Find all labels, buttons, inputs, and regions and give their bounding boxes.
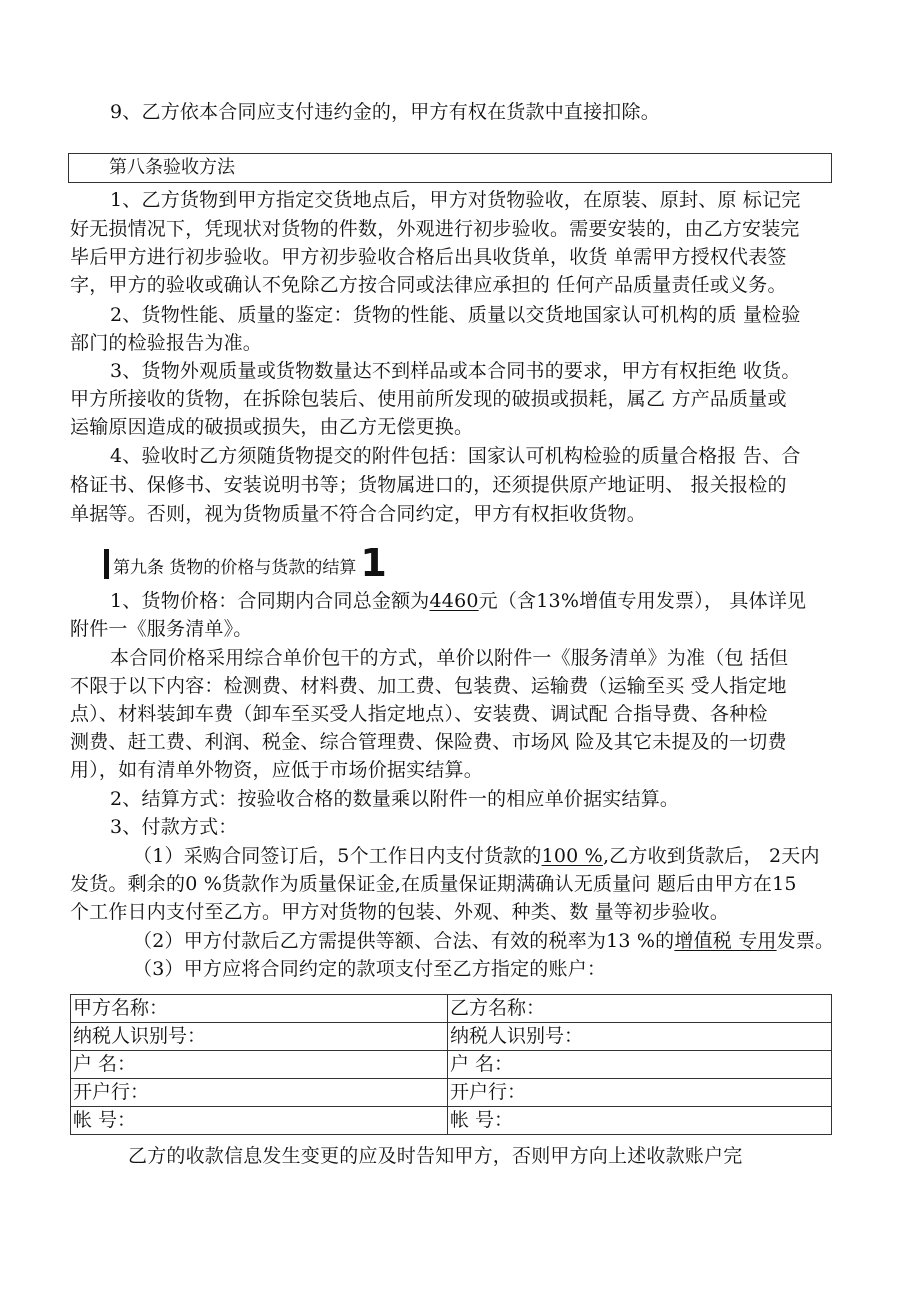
section-9-heading-text: 第九条 货物的价格与货款的结算 <box>113 558 357 578</box>
section-9-heading-suffix: 1 <box>360 541 387 585</box>
s8-line-12: 单据等。否则，视为货物质量不符合合同约定，甲方有权拒收货物。 <box>70 503 647 525</box>
party-a-name-cell: 甲方名称： <box>71 995 448 1023</box>
s8-line-4: 字，甲方的验收或确认不免除乙方按合同或法律应承担的 任何产品质量责任或义务。 <box>70 274 787 296</box>
clause-9-penalty: 9、乙方依本合同应支付违约金的，甲方有权在货款中直接扣除。 <box>110 101 660 123</box>
party-a-taxid-cell: 纳税人识别号： <box>71 1023 448 1051</box>
party-b-account-name-cell: 户 名： <box>448 1051 832 1079</box>
party-a-bank-cell: 开户行： <box>71 1079 448 1107</box>
table-row <box>71 995 832 1023</box>
s9-line-a6: 2、结算方式：按验收合格的数量乘以附件一的相应单价据实结算。 <box>110 788 680 810</box>
s8-line-2: 好无损情况下，凭现状对货物的件数，外观进行初步验收。需要安装的，由乙方安装完 <box>70 218 800 240</box>
s8-line-7: 3、货物外观质量或货物数量达不到样品或本合同书的要求，甲方有权拒绝 收货。 <box>110 360 801 382</box>
pay-1-line-1 <box>133 842 913 871</box>
pay-1-line-2: 发货。剩余的0 %货款作为质量保证金,在质量保证期满确认无质量问 题后由甲方在15 <box>70 873 797 895</box>
table-row <box>71 1079 832 1107</box>
pay-2-tail: 发票。 <box>776 930 835 952</box>
pay-2-text: （2）甲方付款后乙方需提供等额、合法、有效的税率为13 %的 <box>133 930 675 952</box>
heading-bar-mark <box>104 549 109 579</box>
pay-1-tail: ,乙方收到货款后， 2天内 <box>602 845 820 867</box>
price-label: 1、货物价格：合同期内合同总金额为 <box>110 590 430 612</box>
pay-1-percentage: 100 % <box>541 845 603 867</box>
party-b-account-no-cell: 帐 号： <box>448 1107 832 1135</box>
s9-line-a4: 测费、赶工费、利润、税金、综合管理费、保险费、市场风 险及其它未提及的一切费 <box>70 731 787 753</box>
s8-line-5: 2、货物性能、质量的鉴定：货物的性能、质量以交货地国家认可机构的质 量检验 <box>110 304 801 326</box>
s8-line-11: 格证书、保修书、安装说明书等；货物属进口的，还须提供原产地证明、 报关报检的 <box>70 474 787 496</box>
party-b-name-cell: 乙方名称： <box>448 995 832 1023</box>
s8-line-6: 部门的检验报告为准。 <box>70 332 263 354</box>
s8-line-10: 4、验收时乙方须随货物提交的附件包括：国家认可机构检验的质量合格报 告、合 <box>110 445 801 467</box>
s9-line-a1: 本合同价格采用综合单价包干的方式，单价以附件一《服务清单》为准（包 括但 <box>110 647 789 669</box>
s9-price-line-2: 附件一《服务清单》。 <box>70 618 253 640</box>
section-8-heading-box <box>68 153 832 183</box>
s8-line-9: 运输原因造成的破损或损失，由乙方无偿更换。 <box>70 416 474 438</box>
party-b-taxid-cell: 纳税人识别号： <box>448 1023 832 1051</box>
s9-line-a7: 3、付款方式： <box>110 816 238 838</box>
account-info-table <box>70 994 832 1135</box>
pay-3-line: （3）甲方应将合同约定的款项支付至乙方指定的账户： <box>133 958 607 980</box>
section-9-heading <box>104 541 387 585</box>
s8-line-8: 甲方所接收的货物，在拆除包装后、使用前所发现的破损或损耗，属乙 方产品质量或 <box>70 388 787 410</box>
pay-1-text: （1）采购合同签订后，5个工作日内支付货款的 <box>133 845 542 867</box>
s9-line-a2: 不限于以下内容：检测费、材料费、加工费、包装费、运输费（运输至买 受人指定地 <box>70 675 787 697</box>
contract-amount: 4460 <box>429 590 479 612</box>
s9-line-a3: 点）、材料装卸车费（卸车至买受人指定地点）、安装费、调试配 合指导费、各种检 <box>70 703 768 725</box>
table-row <box>71 1023 832 1051</box>
party-b-bank-cell: 开户行： <box>448 1079 832 1107</box>
table-row <box>71 1107 832 1135</box>
footer-note: 乙方的收款信息发生变更的应及时告知甲方，否则甲方向上述收款账户完 <box>128 1145 743 1167</box>
pay-2-invoice-type: 增值税 专用 <box>674 930 777 952</box>
s9-price-line-1 <box>110 587 890 616</box>
s9-line-a5: 用），如有清单外物资，应低于市场价据实结算。 <box>70 759 483 781</box>
section-8-heading: 第八条验收方法 <box>109 157 235 178</box>
party-a-account-no-cell: 帐 号： <box>71 1107 448 1135</box>
s8-line-1: 1、乙方货物到甲方指定交货地点后，甲方对货物验收，在原装、原封、原 标记完 <box>110 189 801 211</box>
pay-1-line-3: 个工作日内支付至乙方。甲方对货物的包装、外观、种类、数 量等初步验收。 <box>70 901 730 923</box>
table-row <box>71 1051 832 1079</box>
party-a-account-name-cell: 户 名： <box>71 1051 448 1079</box>
s8-line-3: 毕后甲方进行初步验收。甲方初步验收合格后出具收货单，收货 单需甲方授权代表签 <box>70 246 787 268</box>
pay-2-line <box>133 927 913 956</box>
price-tail: 元（含13%增值专用发票）， 具体详见 <box>478 590 807 612</box>
